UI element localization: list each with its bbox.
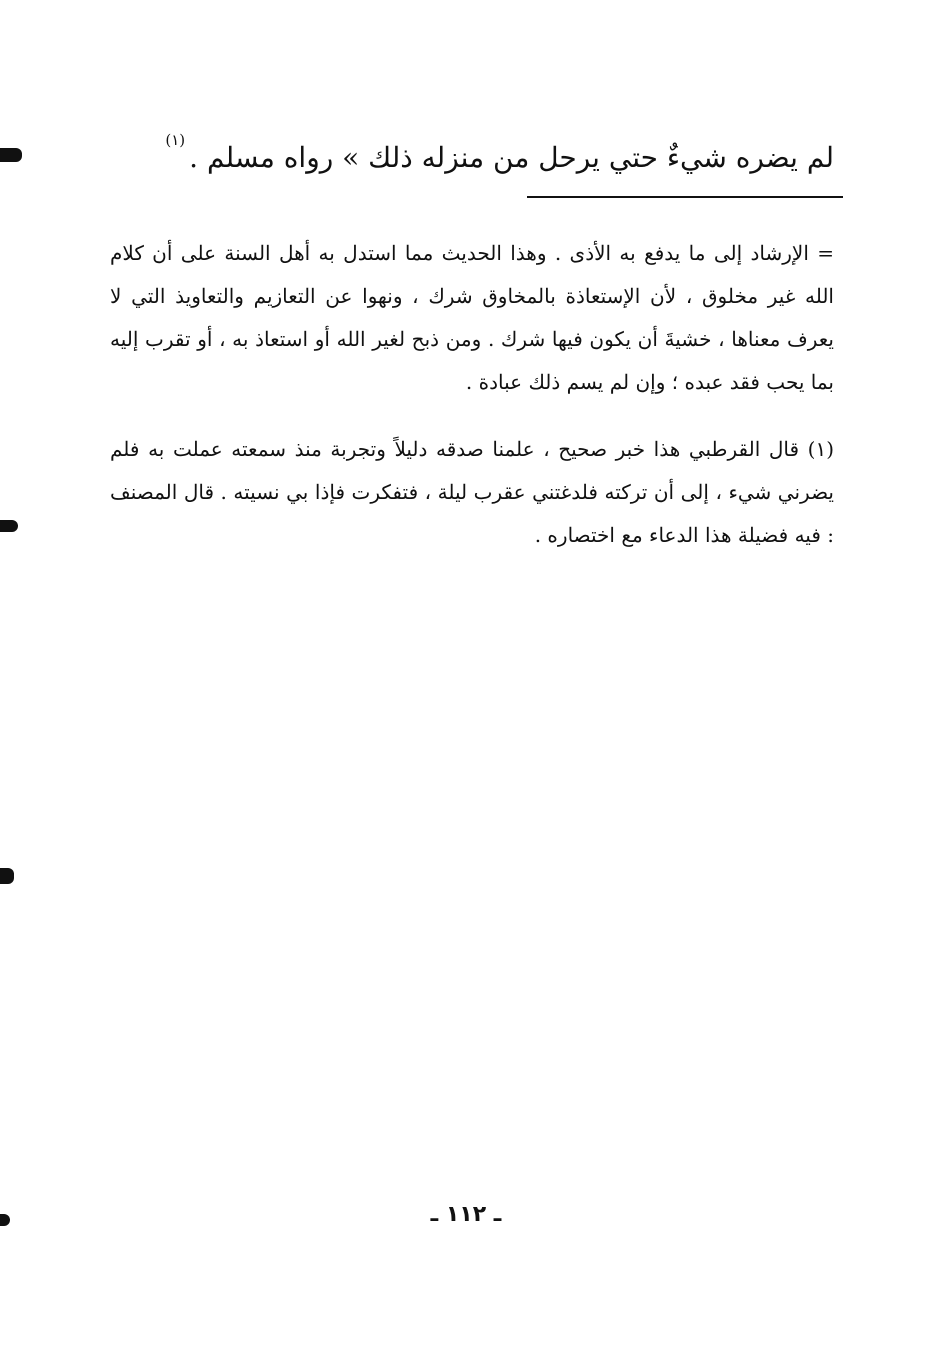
scan-edge-mark: [0, 520, 18, 532]
footnote-reference: (١): [165, 131, 186, 149]
page-number: ـ ١١٢ ـ: [430, 1202, 502, 1227]
scan-edge-mark: [0, 148, 22, 162]
scan-edge-mark: [0, 868, 14, 884]
footnote-separator-rule: [527, 196, 843, 198]
main-text-line: [134, 118, 834, 180]
main-text: لم يضره شيءٌ حتي يرحل من منزله ذلك » رواه مسلم .: [189, 141, 834, 174]
continued-footnote-paragraph: = الإرشاد إلى ما يدفع به الأذى . وهذا الحديث مما استدل به أهل السنة على أن كلام الله غير مخلوق ، لأن الإستعاذة بالمخاوق شرك ، ونهوا عن التعازيم والتعاويذ التي لا يعرف معناها ، خشيةَ أن يكون فيها شرك . ومن ذبح لغير الله أو استعاذ به ، أو تقرب إليه بما يحب فقد عبده ؛ وإن لم يسم ذلك عبادة .: [110, 241, 834, 394]
footnote-paragraph: (١) قال القرطبي هذا خبر صحيح ، علمنا صدقه دليلاً وتجربة منذ سمعته عملت به فلم يضرني شيء ، إلى أن تركته فلدغتني عقرب ليلة ، فتفكرت فإذا بي نسيته . قال المصنف : فيه فضيلة هذا الدعاء مع اختصاره .: [110, 437, 834, 547]
